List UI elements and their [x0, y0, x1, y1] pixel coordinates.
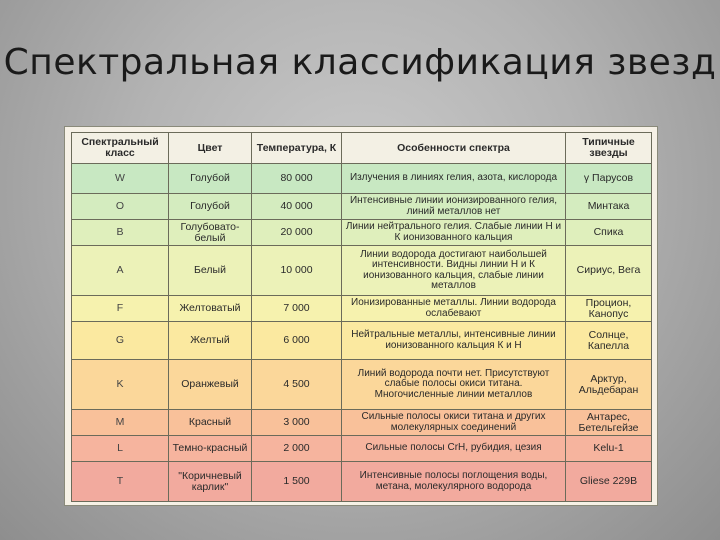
table-row	[72, 410, 652, 436]
cell-features: Линий водорода почти нет. Присутствуют слабые полосы окиси титана. Многочисленные линии металлов	[342, 360, 566, 410]
cell-stars: Арктур, Альдебаран	[566, 360, 652, 410]
cell-temperature: 1 500	[252, 462, 342, 502]
cell-color: Голубой	[169, 194, 252, 220]
table-row	[72, 436, 652, 462]
cell-temperature: 4 500	[252, 360, 342, 410]
header-stars: Типичные звезды	[566, 133, 652, 164]
table-row	[72, 164, 652, 194]
cell-stars: Минтака	[566, 194, 652, 220]
cell-class: M	[72, 410, 169, 436]
table-row	[72, 296, 652, 322]
slide-title: Спектральная классификация звезд	[3, 42, 717, 83]
cell-stars: Спика	[566, 220, 652, 246]
table-row	[72, 360, 652, 410]
cell-temperature: 6 000	[252, 322, 342, 360]
table-row	[72, 322, 652, 360]
cell-features: Линии водорода достигают наибольшей интенсивности. Видны линии Н и К ионизованного кальция, слабые линии металлов	[342, 246, 566, 296]
cell-features: Ионизированные металлы. Линии водорода ослабевают	[342, 296, 566, 322]
cell-color: Оранжевый	[169, 360, 252, 410]
cell-temperature: 2 000	[252, 436, 342, 462]
cell-stars: Сириус, Вега	[566, 246, 652, 296]
cell-class: L	[72, 436, 169, 462]
cell-features: Сильные полосы CrH, рубидия, цезия	[342, 436, 566, 462]
cell-class: B	[72, 220, 169, 246]
cell-features: Интенсивные линии ионизированного гелия, линий металлов нет	[342, 194, 566, 220]
table-row	[72, 462, 652, 502]
cell-features: Излучения в линиях гелия, азота, кислорода	[342, 164, 566, 194]
cell-color: Белый	[169, 246, 252, 296]
cell-class: A	[72, 246, 169, 296]
table-frame	[64, 126, 658, 506]
cell-color: "Коричневый карлик"	[169, 462, 252, 502]
table-row	[72, 194, 652, 220]
header-features: Особенности спектра	[342, 133, 566, 164]
cell-color: Желтый	[169, 322, 252, 360]
cell-temperature: 3 000	[252, 410, 342, 436]
cell-stars: γ Парусов	[566, 164, 652, 194]
cell-class: W	[72, 164, 169, 194]
cell-class: O	[72, 194, 169, 220]
cell-color: Голубовато-белый	[169, 220, 252, 246]
table-row	[72, 220, 652, 246]
spectral-class-table	[71, 132, 652, 502]
cell-temperature: 10 000	[252, 246, 342, 296]
header-color: Цвет	[169, 133, 252, 164]
cell-features: Нейтральные металлы, интенсивные линии ионизованного кальция К и Н	[342, 322, 566, 360]
cell-class: F	[72, 296, 169, 322]
cell-stars: Антарес, Бетельгейзе	[566, 410, 652, 436]
cell-stars: Процион, Канопус	[566, 296, 652, 322]
cell-class: K	[72, 360, 169, 410]
cell-stars: Gliese 229B	[566, 462, 652, 502]
table-header-row	[72, 133, 652, 164]
cell-stars: Kelu-1	[566, 436, 652, 462]
cell-temperature: 40 000	[252, 194, 342, 220]
cell-class: T	[72, 462, 169, 502]
cell-features: Интенсивные полосы поглощения воды, метана, молекулярного водорода	[342, 462, 566, 502]
cell-color: Красный	[169, 410, 252, 436]
cell-class: G	[72, 322, 169, 360]
cell-color: Голубой	[169, 164, 252, 194]
cell-temperature: 20 000	[252, 220, 342, 246]
cell-temperature: 7 000	[252, 296, 342, 322]
header-class: Спектральный класс	[72, 133, 169, 164]
cell-color: Темно-красный	[169, 436, 252, 462]
table-row	[72, 246, 652, 296]
cell-temperature: 80 000	[252, 164, 342, 194]
cell-stars: Солнце, Капелла	[566, 322, 652, 360]
cell-features: Линии нейтрального гелия. Слабые линии Н и К ионизованного кальция	[342, 220, 566, 246]
header-temperature: Температура, К	[252, 133, 342, 164]
cell-features: Сильные полосы окиси титана и других молекулярных соединений	[342, 410, 566, 436]
cell-color: Желтоватый	[169, 296, 252, 322]
